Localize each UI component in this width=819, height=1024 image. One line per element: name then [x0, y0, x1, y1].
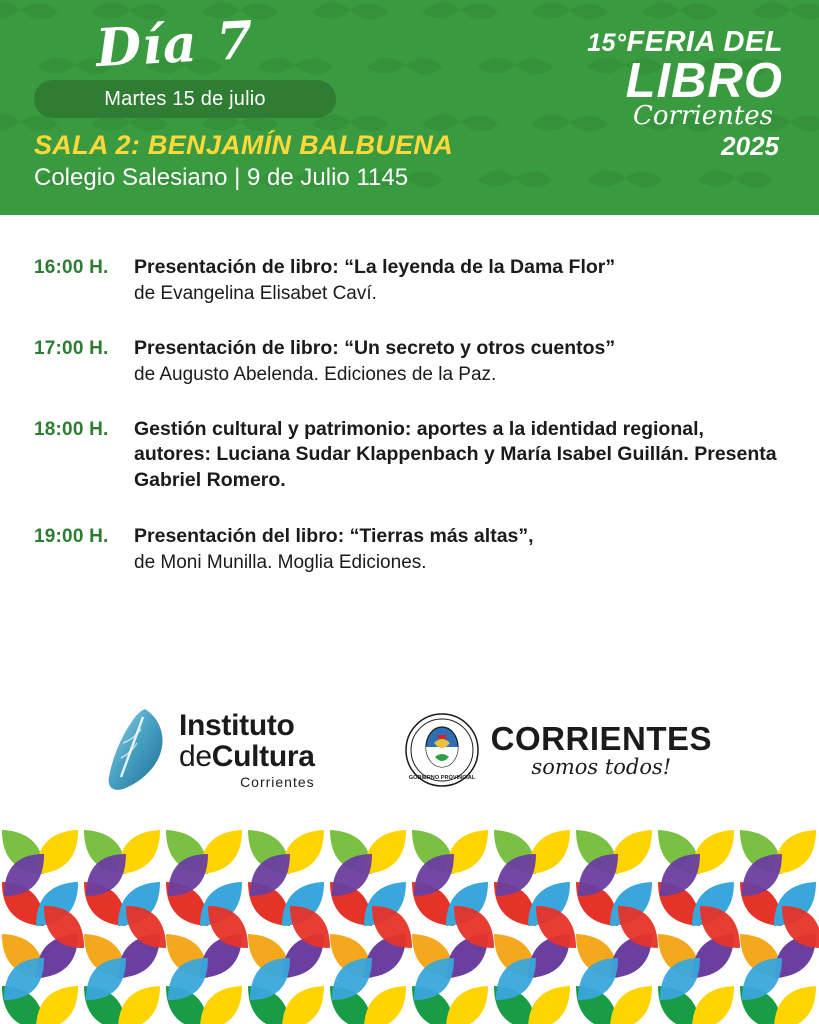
- schedule-item: [34, 417, 785, 494]
- feria-logo-line1: [533, 28, 783, 57]
- event-subtitle: de Moni Munilla. Moglia Ediciones.: [134, 551, 427, 573]
- feria-logo-text: FERIA DEL: [626, 26, 783, 58]
- header-banner: [0, 0, 819, 215]
- feria-logo-line2: LIBRO: [625, 54, 783, 108]
- logo-line-cultura: [179, 742, 315, 772]
- logo-de-word: de: [178, 740, 212, 773]
- logo-cultura-word: Cultura: [211, 740, 315, 773]
- provincial-shield-icon: [405, 713, 479, 787]
- gobierno-provincial-logo: [405, 713, 712, 787]
- gobierno-text: [491, 722, 712, 778]
- event-title: Gestión cultural y patrimonio: aportes a la identidad regional, autores: Luciana Sudar Klappenbach y María Isabel Guillán. Presenta Gabriel Romero.: [134, 417, 777, 492]
- event-subtitle: de Evangelina Elisabet Caví.: [134, 282, 377, 304]
- schedule-item: [34, 255, 785, 306]
- event-details: [134, 255, 785, 306]
- corrientes-wordmark: CORRIENTES: [490, 720, 713, 757]
- feria-logo-line3: Corrientes: [632, 100, 773, 131]
- date-label: Martes 15 de julio: [104, 87, 266, 110]
- schedule-item: [34, 336, 785, 387]
- feria-del-libro-logo: [533, 28, 783, 162]
- event-title: Presentación del libro: “Tierras más altas”,: [134, 524, 534, 547]
- svg-text:GOBIERNO PROVINCIAL: GOBIERNO PROVINCIAL: [408, 775, 475, 781]
- event-time: 19:00 H.: [34, 525, 109, 547]
- event-time: 17:00 H.: [34, 337, 109, 359]
- date-pill: [34, 80, 336, 118]
- event-title: Presentación de libro: “La leyenda de la Dama Flor”: [134, 256, 616, 278]
- day-title: Día 7: [94, 9, 256, 80]
- instituto-de-cultura-text: [179, 711, 315, 789]
- logo-instituto-word: Instituto: [178, 709, 295, 742]
- event-details: [134, 336, 785, 387]
- room-title: SALA 2: BENJAMÍN BALBUENA: [34, 130, 454, 160]
- event-details: [134, 524, 785, 575]
- event-time: 16:00 H.: [34, 257, 109, 278]
- corrientes-slogan: somos todos!: [531, 755, 672, 779]
- instituto-de-cultura-logo: [107, 707, 315, 793]
- schedule-item: [34, 524, 785, 575]
- footer-pattern: [0, 824, 819, 1024]
- feria-edition-number: 15°: [587, 29, 627, 57]
- schedule-list: [0, 215, 819, 605]
- feria-logo-year: 2025: [721, 130, 779, 161]
- event-details: [134, 417, 785, 494]
- event-time: 18:00 H.: [34, 418, 109, 440]
- leaf-icon: [107, 707, 169, 793]
- logo-corrientes-word: Corrientes: [240, 774, 315, 790]
- logo-line-instituto: [179, 711, 315, 741]
- venue-address: Colegio Salesiano | 9 de Julio 1145: [34, 164, 409, 191]
- event-subtitle: de Augusto Abelenda. Ediciones de la Paz.: [134, 363, 497, 385]
- event-title: Presentación de libro: “Un secreto y otros cuentos”: [134, 336, 616, 359]
- sponsor-logos: [0, 690, 819, 810]
